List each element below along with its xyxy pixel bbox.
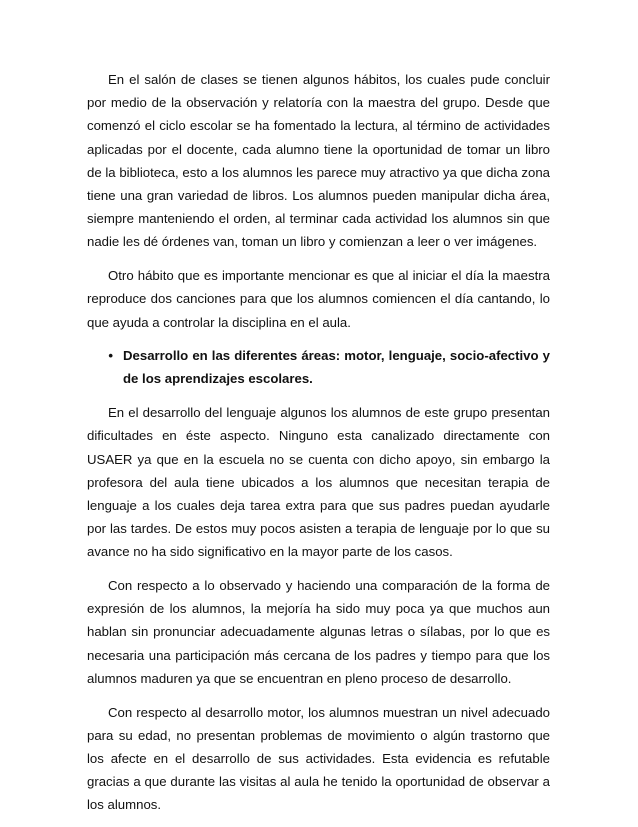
paragraph-habits-reading: En el salón de clases se tienen algunos hábitos, los cuales pude concluir por medio de la observación y relatoría con la maestra del grupo. Desde que comenzó el ciclo escolar se ha fomentado la lectura, al término de actividades aplicadas por el docente, cada alumno tiene la oportunidad de tomar un libro de la biblioteca, esto a los alumnos les parece muy atractivo ya que dicha zona tiene una gran variedad de libros. Los alumnos pueden manipular dicha área, siempre manteniendo el orden, al terminar cada actividad los alumnos sin que nadie les dé órdenes van, toman un libro y comienzan a leer o ver imágenes. [87, 72, 550, 250]
bullet-item-development-areas [87, 344, 550, 390]
bullet-icon: • [108, 348, 113, 364]
paragraph-language-development: En el desarrollo del lenguaje algunos los alumnos de este grupo presentan dificultades en éste aspecto. Ninguno esta canalizado directamente con USAER ya que en la escuela no se cuenta con dicho apoyo, sin embargo la profesora del aula tiene ubicados a los alumnos que necesitan terapia de lenguaje a los cuales deja tarea extra para que sus padres puedan ayudarle por las tardes. De estos muy pocos asisten a terapia de lenguaje por lo que su avance no ha sido significativo en la mayor parte de los casos. [87, 405, 550, 560]
bullet-heading: Desarrollo en las diferentes áreas: motor, lenguaje, socio-afectivo y de los aprendizajes escolares. [123, 348, 550, 387]
paragraph-habits-songs: Otro hábito que es importante mencionar es que al iniciar el día la maestra reproduce dos canciones para que los alumnos comiencen el día cantando, lo que ayuda a controlar la disciplina en el aula. [87, 268, 550, 330]
paragraph-motor-development: Con respecto al desarrollo motor, los alumnos muestran un nivel adecuado para su edad, no presentan problemas de movimiento o algún trastorno que los afecte en el desarrollo de sus actividades. Esta evidencia es refutable gracias a que durante las visitas al aula he tenido la oportunidad de observar a los alumnos. [87, 704, 550, 813]
paragraph-expression-comparison: Con respecto a lo observado y haciendo una comparación de la forma de expresión de los alumnos, la mejoría ha sido muy poca ya que muchos aun hablan sin pronunciar adecuadamente algunas letras o sílabas, por lo que es necesaria una participación más cercana de los padres y tiempo para que los alumnos maduren ya que se encuentran en pleno proceso de desarrollo. [87, 578, 550, 686]
document-page [87, 68, 550, 827]
